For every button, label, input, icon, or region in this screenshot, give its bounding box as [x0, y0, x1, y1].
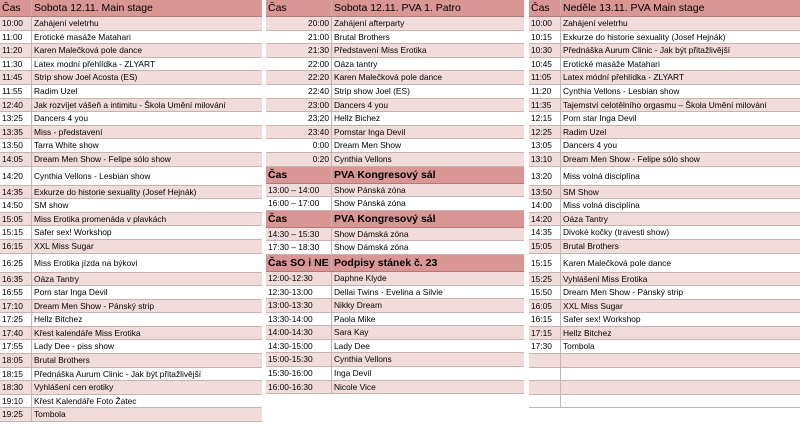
schedule-row: [266, 381, 524, 395]
row-event: Porn star Inga Devil: [34, 287, 108, 298]
row-event: Paola Mike: [334, 313, 376, 324]
schedule-row: [0, 153, 262, 167]
row-time: [529, 354, 561, 367]
schedule-row: [529, 381, 800, 395]
row-time: 17:15: [529, 327, 561, 340]
schedule-row: [266, 85, 524, 99]
header-sunday-main-stage: [529, 0, 800, 17]
row-event: XXL Miss Sugar: [34, 240, 94, 251]
row-event: Show Dámská zóna: [334, 228, 409, 239]
row-time: 16:00 – 17:00: [266, 197, 332, 210]
row-event: Miss volná disciplína: [563, 200, 640, 211]
row-time: 11:20: [0, 44, 32, 57]
row-event: Tajemství celotělního orgasmu – Škola Umění milování: [563, 99, 767, 110]
row-time: 22:20: [266, 71, 332, 84]
header-saturday-main-stage: [0, 0, 262, 17]
header-kongresovy-sal-2: [266, 211, 524, 228]
schedule-row: [0, 354, 262, 368]
row-time: 0:20: [266, 153, 332, 166]
row-time: 13:35: [0, 126, 32, 139]
row-event: Daphne Klyde: [334, 272, 387, 283]
schedule-row: [0, 340, 262, 354]
column-sunday-main-stage: [529, 0, 800, 408]
row-time: 0:00: [266, 139, 332, 152]
schedule-row: [0, 139, 262, 153]
row-time: 14:20: [0, 167, 32, 185]
schedule-row: [529, 300, 800, 314]
row-time: 22:40: [266, 85, 332, 98]
schedule-row: [0, 226, 262, 240]
row-time: 14:20: [529, 213, 561, 226]
row-time: 10:00: [529, 17, 561, 30]
schedule-row: [529, 44, 800, 58]
row-event: Cynthia Vellons: [334, 153, 392, 164]
row-time: [529, 381, 561, 394]
schedule-row: [529, 31, 800, 45]
schedule-row: [529, 99, 800, 113]
row-event: Safer sex! Workshop: [563, 314, 641, 325]
row-time: 16:55: [0, 286, 32, 299]
schedule-row: [0, 17, 262, 31]
schedule-row: [529, 186, 800, 200]
row-time: [529, 368, 561, 381]
row-event: Brutal Brothers: [34, 355, 90, 366]
row-time: 15:00-15:30: [266, 353, 332, 366]
row-event: Nicole Vice: [334, 381, 376, 392]
row-time: 22:00: [266, 58, 332, 71]
schedule-row: [0, 44, 262, 58]
schedule-row: [0, 186, 262, 200]
header-title: PVA Kongresový sál: [334, 168, 436, 181]
row-time: 13:50: [0, 139, 32, 152]
row-time: 10:00: [0, 17, 32, 30]
schedule-row: [529, 139, 800, 153]
schedule-row: [0, 199, 262, 213]
schedule-row: [0, 273, 262, 287]
header-time-label: Čas SO i NE: [266, 255, 332, 271]
row-event: Oáza Tantry: [563, 213, 608, 224]
row-event: SM Show: [563, 186, 599, 197]
schedule-row: [266, 272, 524, 286]
row-time: 16:15: [529, 313, 561, 326]
schedule-row: [529, 199, 800, 213]
schedule-row: [0, 99, 262, 113]
row-time: 13:00-13:30: [266, 299, 332, 312]
row-time: 11:55: [0, 85, 32, 98]
schedule-row: [0, 300, 262, 314]
row-event: Exkurze do historie sexuality (Josef Hejnák): [563, 31, 726, 42]
schedule-row: [266, 139, 524, 153]
row-time: 17:40: [0, 327, 32, 340]
row-event: Jak rozvíjet vášeň a intimitu - Škola Umění milování: [34, 99, 226, 110]
row-time: 15:05: [0, 213, 32, 226]
row-time: 14:00: [529, 199, 561, 212]
row-event: Lady Dee: [334, 340, 370, 351]
row-event: Strip show Joel (ES): [334, 85, 410, 96]
schedule-row: [266, 17, 524, 31]
schedule-row: [0, 408, 262, 422]
row-event: Křest Kalendáře Foto Žatec: [34, 395, 137, 406]
row-time: 15:05: [529, 240, 561, 253]
schedule-row: [266, 184, 524, 198]
header-time-label: Čas: [529, 0, 561, 16]
row-time: 11:35: [529, 99, 561, 112]
schedule-row: [266, 340, 524, 354]
header-time-label: Čas: [266, 167, 332, 183]
row-time: 18:15: [0, 368, 32, 381]
schedule-row: [529, 226, 800, 240]
header-title: Sobota 12.11. PVA 1. Patro: [334, 2, 461, 14]
schedule-row: [0, 327, 262, 341]
row-event: Inga Devil: [334, 368, 372, 379]
row-event: Exkurze do historie sexuality (Josef Hejnák): [34, 186, 197, 197]
row-event: Karen Malečková pole dance: [334, 72, 443, 83]
schedule-row: [266, 367, 524, 381]
row-time: 10:15: [529, 31, 561, 44]
row-event: Dream Men Show - Felipe sólo show: [34, 153, 171, 164]
header-title: Podpisy stánek č. 23: [334, 256, 438, 269]
row-time: 21:30: [266, 44, 332, 57]
row-time: 11:05: [529, 71, 561, 84]
header-time-label: Čas: [0, 0, 32, 16]
row-time: 20:00: [266, 17, 332, 30]
row-time: 23:20: [266, 112, 332, 125]
row-time: 12:00-12:30: [266, 272, 332, 285]
row-event: Zahájení afterparty: [334, 18, 405, 28]
row-time: 16:25: [0, 254, 32, 272]
header-title: Sobota 12.11. Main stage: [34, 2, 153, 14]
row-event: Vyhlášení Miss Erotika: [563, 273, 648, 284]
schedule-row: [0, 58, 262, 72]
row-event: Miss Erotika promenáda v plavkách: [34, 213, 167, 224]
row-time: 13:20: [529, 167, 561, 185]
row-event: Hellz Bitchez: [563, 327, 612, 338]
header-title: PVA Kongresový sál: [334, 212, 436, 225]
row-time: 13:50: [529, 186, 561, 199]
row-time: 12:40: [0, 99, 32, 112]
row-time: 10:45: [529, 58, 561, 71]
row-time: 19:10: [0, 395, 32, 408]
row-event: Představení Miss Erotika: [334, 45, 427, 56]
schedule-row: [266, 31, 524, 45]
row-event: Brutal Brothers: [334, 31, 390, 42]
schedule-row: [0, 368, 262, 382]
row-time: 11:45: [0, 71, 32, 84]
row-time: 21:00: [266, 31, 332, 44]
row-event: Přednáška Aurum Clinic - Jak být přitažlivější: [563, 45, 731, 56]
row-event: Přednáška Aurum Clinic - Jak být přitažlivější: [34, 368, 202, 379]
row-event: Dancers 4 you: [334, 99, 388, 110]
schedule-row: [529, 112, 800, 126]
row-event: Safer sex! Workshop: [34, 227, 112, 238]
schedule-row: [529, 286, 800, 300]
schedule-row: [529, 327, 800, 341]
schedule-row: [529, 340, 800, 354]
column-saturday-main-stage: [0, 0, 262, 422]
schedule-row: [529, 85, 800, 99]
schedule-row: [266, 299, 524, 313]
row-event: Zahájení veletrhu: [34, 18, 99, 28]
row-time: 13:30-14:00: [266, 313, 332, 326]
row-time: 18:30: [0, 381, 32, 394]
row-time: 14:35: [0, 186, 32, 199]
row-event: [561, 368, 800, 381]
schedule-row: [266, 112, 524, 126]
row-time: 14:00-14:30: [266, 326, 332, 339]
row-event: Cynthia Vellons - Lesbian show: [34, 170, 151, 181]
schedule-row: [529, 254, 800, 273]
schedule-row: [529, 395, 800, 409]
schedule-row: [266, 353, 524, 367]
row-time: 15:15: [0, 226, 32, 239]
schedule-row: [266, 286, 524, 300]
row-time: 17:30: [529, 340, 561, 353]
row-event: Oáza Tantry: [34, 273, 79, 284]
schedule-row: [529, 153, 800, 167]
row-time: 14:35: [529, 226, 561, 239]
schedule-row: [529, 126, 800, 140]
row-event: Zahájení veletrhu: [563, 18, 628, 28]
schedule-row: [266, 44, 524, 58]
row-event: Dancers 4 you: [563, 140, 617, 151]
schedule-row: [529, 313, 800, 327]
schedule-row: [0, 31, 262, 45]
row-event: Nikky Dream: [334, 300, 382, 311]
schedule-row: [266, 153, 524, 167]
row-time: [529, 395, 561, 408]
row-event: Tarra White show: [34, 140, 99, 151]
row-event: Vyhlášení cen erotiky: [34, 382, 114, 393]
row-event: Porn star Inga Devil: [563, 113, 637, 124]
schedule-row: [529, 240, 800, 254]
row-event: Miss - představení: [34, 126, 103, 137]
schedule-row: [266, 228, 524, 242]
schedule-row: [0, 381, 262, 395]
schedule-row: [0, 167, 262, 186]
row-time: 16:15: [0, 240, 32, 253]
row-event: Dream Men Show - Felipe sólo show: [563, 153, 700, 164]
row-event: Hellz Bitchez: [34, 314, 83, 325]
header-kongresovy-sal-1: [266, 167, 524, 184]
row-event: [561, 395, 800, 408]
row-time: 12:30-13:00: [266, 286, 332, 299]
row-event: Tombola: [563, 341, 595, 352]
schedule-row: [0, 126, 262, 140]
row-event: SM show: [34, 200, 69, 211]
row-event: Dream Men Show - Pánský strip: [563, 287, 684, 298]
row-event: Karen Malečková pole dance: [563, 257, 672, 268]
header-podpisy: [266, 255, 524, 272]
header-title: Neděle 13.11. PVA Main stage: [563, 2, 705, 14]
row-time: 18:05: [0, 354, 32, 367]
row-time: 13:25: [0, 112, 32, 125]
row-event: [561, 354, 800, 367]
schedule-row: [0, 395, 262, 409]
row-event: Miss Erotika jízda na býkovi: [34, 257, 138, 268]
row-time: 23:40: [266, 126, 332, 139]
schedule-row: [0, 254, 262, 273]
row-time: 11:00: [0, 31, 32, 44]
row-event: Miss volná disciplína: [563, 170, 640, 181]
row-event: Dellai Twins - Evelina a Silvie: [334, 286, 443, 297]
row-event: Erotické masáže Matahari: [563, 58, 660, 69]
row-event: Lady Dee - piss show: [34, 341, 115, 352]
schedule-row: [529, 354, 800, 368]
schedule-row: [0, 213, 262, 227]
schedule-row: [0, 71, 262, 85]
schedule-row: [529, 71, 800, 85]
schedule-row: [0, 112, 262, 126]
row-event: XXL Miss Sugar: [563, 300, 623, 311]
row-time: 23:00: [266, 99, 332, 112]
row-time: 13:05: [529, 139, 561, 152]
row-event: Karen Malečková pole dance: [34, 45, 143, 56]
row-time: 11:20: [529, 85, 561, 98]
row-event: Divoké kočky (travesti show): [563, 227, 670, 238]
schedule-row: [529, 213, 800, 227]
schedule-row: [266, 58, 524, 72]
schedule-row: [0, 85, 262, 99]
row-event: Dancers 4 you: [34, 113, 88, 124]
column-saturday-pva: [266, 0, 524, 394]
row-time: 17:10: [0, 300, 32, 313]
row-time: 11:30: [0, 58, 32, 71]
row-event: Latex modní přehlídka - ZLYART: [34, 58, 156, 69]
row-time: 17:30 – 18:30: [266, 241, 332, 254]
row-event: Show Pánská zóna: [334, 184, 406, 195]
schedule-row: [0, 313, 262, 327]
header-time-label: Čas: [266, 211, 332, 227]
row-event: Show Pánská zóna: [334, 198, 406, 209]
row-time: 16:05: [529, 300, 561, 313]
row-time: 15:25: [529, 273, 561, 286]
row-time: 15:15: [529, 254, 561, 272]
row-event: Cynthia Vellons: [334, 354, 392, 365]
schedule-row: [529, 368, 800, 382]
row-event: Show Dámská zóna: [334, 242, 409, 253]
row-time: 12:25: [529, 126, 561, 139]
schedule-row: [266, 197, 524, 211]
row-event: Erotické masáže Matahari: [34, 31, 131, 42]
row-event: Tombola: [34, 409, 66, 420]
row-event: Dream Men Show: [334, 140, 402, 151]
row-event: Hellz Bichez: [334, 113, 381, 124]
row-event: Strip show Joel Acosta (ES): [34, 72, 138, 83]
row-event: Pornstar Inga Devil: [334, 126, 406, 137]
schedule-row: [0, 286, 262, 300]
row-event: [561, 381, 800, 394]
row-time: 13:10: [529, 153, 561, 166]
schedule-row: [266, 326, 524, 340]
row-time: 13:00 – 14:00: [266, 184, 332, 197]
row-event: Latex módní přehlídka - ZLYART: [563, 72, 685, 83]
row-time: 10:30: [529, 44, 561, 57]
schedule-row: [0, 240, 262, 254]
row-time: 16:00-16:30: [266, 381, 332, 394]
row-event: Dream Men Show - Pánský strip: [34, 300, 155, 311]
row-time: 14:50: [0, 199, 32, 212]
row-event: Oáza tantry: [334, 58, 378, 69]
row-time: 15:50: [529, 286, 561, 299]
row-event: Cynthia Vellons - Lesbian show: [563, 85, 680, 96]
row-time: 14:30-15:00: [266, 340, 332, 353]
schedule-row: [266, 126, 524, 140]
row-time: 15:30-16:00: [266, 367, 332, 380]
schedule-row: [529, 273, 800, 287]
schedule-row: [266, 71, 524, 85]
row-event: Radim Uzel: [34, 85, 78, 96]
row-time: 14:30 – 15:30: [266, 228, 332, 241]
schedule-row: [529, 58, 800, 72]
row-event: Radim Uzel: [563, 126, 607, 137]
row-time: 16:35: [0, 273, 32, 286]
row-time: 14:05: [0, 153, 32, 166]
schedule-row: [266, 313, 524, 327]
row-event: Sara Kay: [334, 327, 369, 338]
schedule-row: [266, 241, 524, 255]
row-event: Křest kalendáře Miss Erotika: [34, 327, 141, 338]
row-time: 17:55: [0, 340, 32, 353]
row-time: 17:25: [0, 313, 32, 326]
schedule-row: [529, 17, 800, 31]
schedule-row: [266, 99, 524, 113]
schedule-row: [529, 167, 800, 186]
header-saturday-pva: [266, 0, 524, 17]
header-time-label: Čas: [266, 0, 332, 16]
row-event: Brutal Brothers: [563, 240, 619, 251]
row-time: 12:15: [529, 112, 561, 125]
row-time: 19:25: [0, 408, 32, 421]
